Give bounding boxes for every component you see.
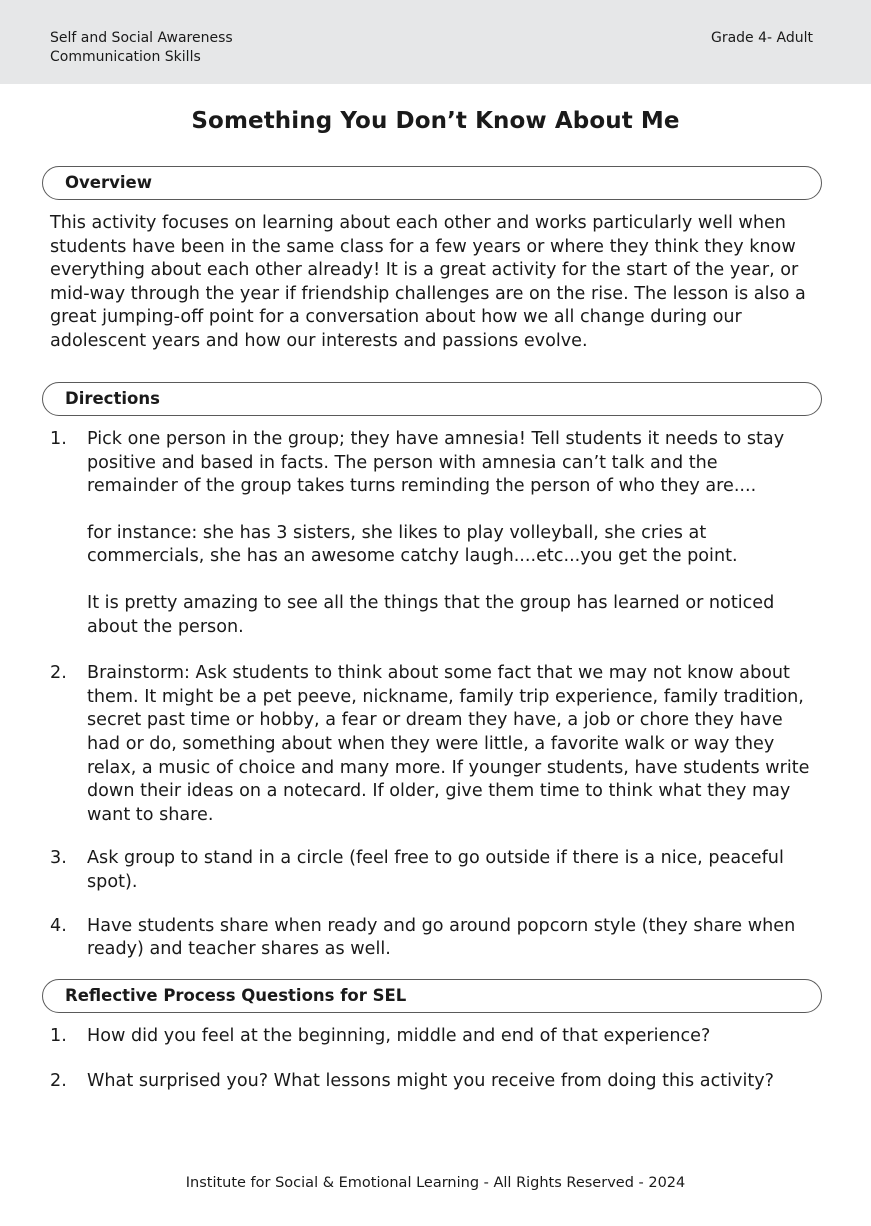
list-number: 1. — [50, 1026, 67, 1046]
header-subtopic: Communication Skills — [50, 49, 201, 65]
list-number: 3. — [50, 848, 67, 869]
directions-item — [50, 915, 815, 962]
overview-section-bar — [42, 166, 822, 200]
list-item-text: How did you feel at the beginning, middle and end of that experience? — [87, 1026, 711, 1046]
list-item-text: Have students share when ready and go around popcorn style (they share when ready) and teacher shares as well. — [87, 915, 796, 960]
directions-section-bar — [42, 382, 822, 416]
directions-item — [50, 428, 785, 639]
reflective-item — [50, 1025, 840, 1049]
reflective-list — [50, 1025, 840, 1093]
directions-item — [50, 662, 815, 827]
list-number: 2. — [50, 663, 67, 684]
list-item-extra: It is pretty amazing to see all the things that the group has learned or noticed about the person. — [87, 592, 775, 637]
list-item-text: What surprised you? What lessons might you receive from doing this activity? — [87, 1070, 774, 1091]
list-item-text: Ask group to stand in a circle (feel free to go outside if there is a nice, peaceful spot). — [87, 848, 784, 892]
list-number: 2. — [50, 1070, 67, 1091]
header-topic-block — [50, 29, 233, 67]
list-item-text: Brainstorm: Ask students to think about some fact that we may not know about them. It might be a pet peeve, nickname, family trip experience, family tradition, secret past time or hobby, a fear or dream they have, a job or chore they have had or do, something about when they were little, a favorite walk or way they relax, a music of choice and many more. If younger students, have students write down their ideas on a notecard. If older, give them time to think what they may want to share. — [87, 663, 810, 825]
reflective-heading: Reflective Process Questions for SEL — [65, 986, 407, 1005]
list-number: 1. — [50, 429, 67, 449]
reflective-section-bar — [42, 979, 822, 1013]
overview-text: This activity focuses on learning about each other and works particularly well when students have been in the same class for a few years or where they think they know everything about each other already! It is a great activity for the start of the year, or mid-way through the year if friendship challenges are on the rise. The lesson is also a great jumping-off point for a conversation about how we all change during our adolescent years and how our interests and passions evolve. — [50, 213, 806, 351]
footer-copyright: Institute for Social & Emotional Learning - All Rights Reserved - 2024 — [185, 1175, 686, 1191]
overview-heading: Overview — [65, 173, 152, 192]
list-item-extra: for instance: she has 3 sisters, she likes to play volleyball, she cries at commercials, she has an awesome catchy laugh....etc...you get the point. — [87, 522, 738, 567]
list-item-text: Pick one person in the group; they have amnesia! Tell students it needs to stay positive and based in facts. The person with amnesia can’t talk and the remainder of the group takes turns reminding the person of who they are.... — [87, 429, 785, 497]
directions-item — [50, 847, 815, 894]
directions-heading: Directions — [65, 389, 160, 408]
directions-list — [50, 428, 840, 962]
page-title: Something You Don’t Know About Me — [191, 108, 680, 134]
reflective-item — [50, 1070, 840, 1094]
list-number: 4. — [50, 915, 67, 936]
header-topic: Self and Social Awareness — [50, 30, 233, 46]
header-grade: Grade 4- Adult — [710, 30, 813, 46]
